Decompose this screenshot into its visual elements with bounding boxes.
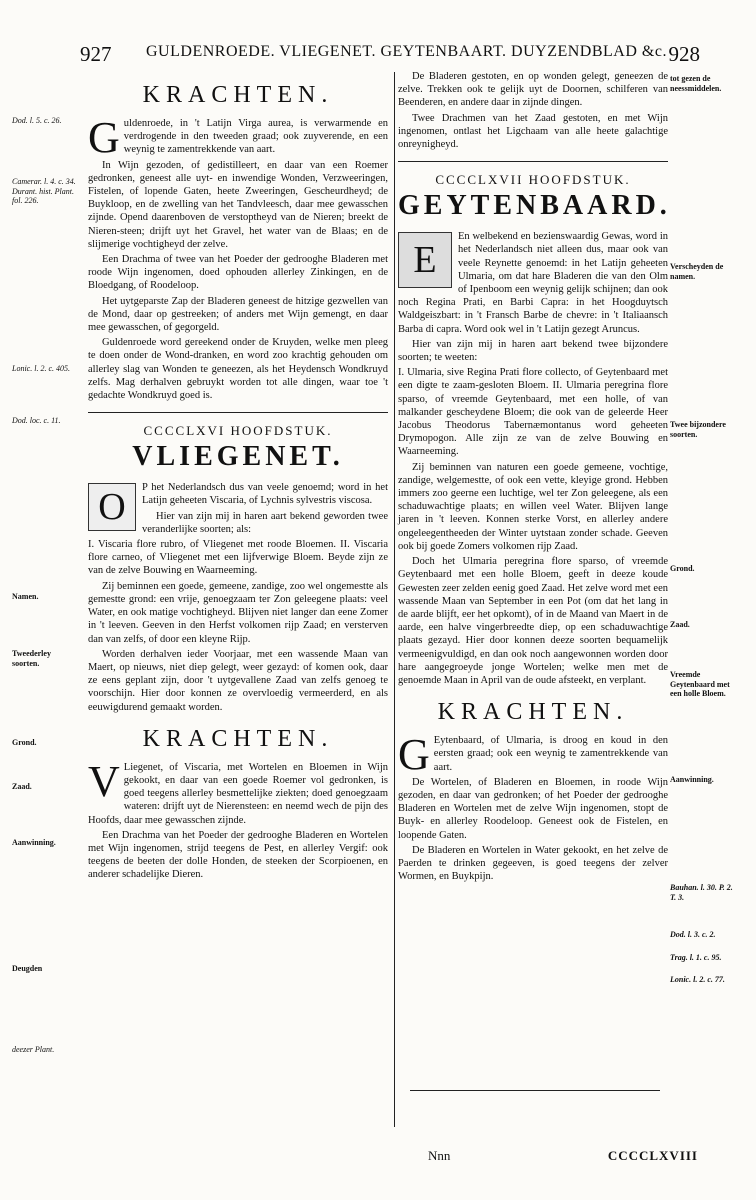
signature-mark: Nnn: [428, 1148, 451, 1163]
paragraph: In Wijn gezoden, of gedistilleert, en daar van een Roemer gedronken, geneest alle uyt- en inwendige Wonden, Verzweeringen, Fistelen, of lopende Gaten, heete Zweeringen, Gescheurdheyd; de Buykloop, en de zwelling van het Tandvleesch, daar mee gewasschen zijnde. Opend daarenboven de verstoptheyd van de Nieren; breekt de Nieren-steen; drijft uyt het Gravel, het water van de Blaas; en de slijmerige vochtigheyd der zelve.: [88, 159, 388, 250]
paragraph: Hier van zijn mij in haren aart bekend geworden twee veranderlijke soorten; als:: [142, 510, 388, 535]
margin-note-aanwinning: Aanwinning.: [12, 838, 56, 847]
initial-letter: G: [398, 730, 430, 780]
paragraph: E En welbekend en bezienswaardig Gewas, word in het Nederlandsch niet alleen dus, maar ook van veele Reynette genoemd: in het Latijn geheeten Ulmaria, om dat hare Bladeren die van den Olm of Ipenboom een weynig gelijk schijnen; dan ook noch Regina Prati, en Barbi Capra: in het Hoogduytsch Waldgeiszbart: in 't Fransch Barbe de chevre: in 't Italiaansch Barba di capra. Word ook wel in 't Latijn gezegt Aruncus.: [398, 231, 668, 335]
margin-note: Verscheyden de namen.: [670, 262, 724, 281]
margin-note: Lonic. l. 2. c. 405.: [12, 364, 70, 373]
margin-note: Twee bijzondere soorten.: [670, 420, 726, 439]
left-column: [88, 70, 388, 884]
margin-note: Camerar. l. 4. c. 34. Durant. hist. Plant. fol. 226.: [12, 177, 76, 205]
margin-note: Lonic. l. 2. c. 77.: [670, 975, 725, 984]
paragraph: Worden derhalven ieder Voorjaar, met een wassende Maan van Maert, op nieuws, niet diep gelegt, weer gezayd: of komen ook, daar ze eens geplant zijn, door 't uytgevallene Zaad van zelfs genoeg te voorschijn. Hier door konnen ze overvloedig vermeerderd, en als eeuwigdurend gemaakt worden.: [88, 648, 388, 713]
paragraph: Zij beminnen van naturen een goede gemeene, vochtige, zandige, welgemestte, of ook een vette, kleyige grond. Hebben immers zoo geerne een luchtige, wel ter Zon geleegene, als een schaduwachtige plaats; en willen veel Water. Blijven lange jaren in 't leeven. Konnen sterke Vorst, en allerley andere ongeleegentheeden der Winter uytstaan zonder schade. Geeven ook bij goede Zomers volkomen rijp Zaad.: [398, 461, 668, 552]
margin-note: Trag. l. 1. c. 95.: [670, 953, 722, 962]
decorated-initial: E: [398, 232, 452, 288]
paragraph: O P het Nederlandsch dus van veele genoemd; word in het Latijn geheeten Viscaria, of Lychnis sylvestris viscosa.: [88, 481, 388, 507]
chapter-number: CCCCLXVI HOOFDSTUK.: [143, 423, 333, 439]
paragraph: Guldenroede, in 't Latijn Virga aurea, is verwarmende en verdrogende in den tweeden graad; ook zuyverende, en een weynig te zamentrekkende van aart.: [88, 113, 388, 162]
paragraph: Een Drachma of twee van het Poeder der gedrooghe Bladeren met roode Wijn ingenomen, doed ophouden allerley Zinkingen, en de Bloedgang, of Roodeloop.: [88, 254, 388, 292]
section-heading-krachten: KRACHTEN.: [437, 699, 629, 726]
margin-note-namen: Namen.: [12, 592, 39, 601]
paragraph: Het uytgeparste Zap der Bladeren geneest de hitzige gezwellen van de Mond, daar op gestreeken; of anders met Wijn gemengt, en daar mee gewasschen, of gegorgeld.: [88, 295, 388, 334]
margin-note-soorten: Tweederley soorten.: [12, 649, 51, 668]
paragraph: G Eytenbaard, of Ulmaria, is droog en koud in den eersten graad; ook een weynig te zamentrekkende van aart.: [398, 730, 668, 780]
margin-note: Dod. l. 5. c. 26.: [12, 116, 62, 125]
chapter-number: CCCCLXVII HOOFDSTUK.: [435, 172, 631, 188]
page-number-left: 927: [80, 42, 112, 66]
margin-note: Bauhan. l. 30. P. 2. T. 3.: [670, 883, 733, 902]
running-head: GULDENROEDE. VLIEGENET. GEYTENBAART. DUYZENDBLAD &c.: [146, 43, 667, 60]
paragraph: I. Viscaria flore rubro, of Vliegenet met roode Bloemen. II. Viscaria flore carneo, of Vliegenet met een lijfverwige Bloem. Beyde zijn ze van de zelve Bouwing en Waarneeming.: [88, 539, 388, 577]
paragraph: V Liegenet, of Viscaria, met Wortelen en Bloemen in Wijn gekookt, en daar van een goede Roemer vol gedronken, is goed teegens allerley besmettelijke ziekten; doed genoegzaam wateren: drijft uyt de Nierensteen: en neemd wech de pijn des Hoofds, daar mee gewasschen zijnde.: [88, 756, 388, 826]
margin-note: Vreemde Geytenbaard met een holle Bloem.: [670, 670, 730, 698]
section-rule: [88, 412, 388, 413]
margin-note: tot gezen de neessmiddelen.: [670, 74, 722, 93]
margin-note: Grond.: [670, 564, 695, 573]
paragraph: Zij beminnen een goede, gemeene, zandige, zoo wel ongemestte als gemestte grond: een vrije, genoegzaam ter Zon geleegene plaats: veel Water, en ook matige vochtigheyd. Blijven niet langer dan eene Zomer in 't leeven. Geeven in den Herfst volkomen rijp Zaad; en versterven dan van zelfs, of door een kleyne Rijp.: [88, 580, 388, 645]
chapter-title: VLIEGENET.: [132, 441, 344, 473]
margin-note: Dod. loc. c. 11.: [12, 416, 61, 425]
margin-note: Dod. l. 3. c. 2.: [670, 930, 716, 939]
column-divider: [394, 72, 395, 1127]
initial-letter: G: [88, 113, 120, 162]
margin-note: Zaad.: [670, 620, 690, 629]
right-column: [398, 70, 671, 885]
catchword: CCCCLXVIII: [607, 1148, 698, 1163]
paragraph: De Bladeren en Wortelen in Water gekookt, en het zelve de Paerden te drinken gegeeven, is goed teegens der zelver Wormen, en Buykpijn.: [398, 844, 668, 883]
paragraph: De Bladeren gestoten, en op wonden gelegt, geneezen de zelve. Trekken ook te gelijk uyt de Doornen, schilferen van Beenderen, en andere daar in zijnde dingen.: [398, 71, 668, 109]
paragraph: Twee Drachmen van het Zaad gestoten, en met Wijn ingenomen, ontlast het Ligchaam van alle heete galachtige onreynigheyd.: [398, 112, 668, 151]
paragraph: Doch het Ulmaria peregrina flore sparso, of vreemde Geytenbaard met een holle Bloem, geeft in deeze koude Gewesten zeer zelden eenig goed Zaad. Het zelve word met een wassende Maan van September in een Pot (om dat het lang in de aarde blijft, eer het opkomt), of in de Maand van Maert in de aarde, een halve vingerbreedte diep, op een schaduwachtige plaats gezayd. Hier door konnen deeze soorten bequamelijk vermeenigvuldigd, en dan ook noch aangewonnen worden door hare aangegroeyde jonge Wortelen; welke men met de genoemde Maan in April van de oude afsteekt, en verplant.: [398, 556, 668, 686]
page-header: [80, 34, 700, 70]
decorated-initial: O: [88, 483, 136, 531]
page-number-right: 928: [668, 42, 700, 66]
margin-note-deugden: Deugden: [12, 964, 43, 973]
paragraph: Guldenroede word gereekend onder de Kruyden, welke men pleeg te doen onder de Wond-dranken, en word zoo krachtig gehouden om allerley slag van Wonden te geneezen, als het Heydensch Wondkruyd zelfs. Mag derhalven gebruykt worden tot alle dingen, waar toe 't gedachte Wondkruyd goed is.: [88, 337, 388, 402]
section-rule: [398, 161, 668, 162]
section-heading-krachten: KRACHTEN.: [142, 725, 334, 752]
initial-letter: V: [88, 756, 120, 806]
section-heading-krachten: KRACHTEN.: [142, 82, 334, 108]
paragraph: Een Drachma van het Poeder der gedrooghe Bladeren en Wortelen met Wijn ingenomen, strijd teegens de Pest, en allerley Vergif: ook teegens de beeten der dolle Honden, de steeken der Scorpioenen, en anderer schadelijke Dieren.: [88, 829, 388, 881]
paragraph: I. Ulmaria, sive Regina Prati flore collecto, of Geytenbaard met een digte te zaam-gesloten Bloem. II. Ulmaria peregrina flore sparso, of vreemde Geytenbaard, met een holle, of van malkander gescheydene Bloem; die ook van de geleerde Heer Jacobus Theodorus Tabernæmontanus word geheeten Drymopogon. Alle zijn ze van de zelve Bouwing en Waarneeming.: [398, 367, 668, 458]
margin-note-zaad: Zaad.: [12, 782, 32, 791]
chapter-title: GEYTENBAARD.: [398, 190, 671, 222]
paragraph: De Wortelen, of Bladeren en Bloemen, in roode Wijn gezoden, en daar van gedronken; of het Poeder der gedrooghe Bladeren en Wortelen met de zelve Wijn ingenomen, stopt de Buyk- en allerley Roodeloop. Geneest ook de Fistelen, en loopende Gaten.: [398, 776, 668, 841]
margin-note-grond: Grond.: [12, 738, 37, 747]
margin-note: deezer Plant.: [12, 1045, 55, 1054]
paragraph: Hier van zijn mij in haren aart bekend twee bijzondere soorten; te weeten:: [398, 338, 668, 364]
margin-note: Aanwinning.: [670, 775, 714, 784]
end-rule: [410, 1090, 660, 1091]
